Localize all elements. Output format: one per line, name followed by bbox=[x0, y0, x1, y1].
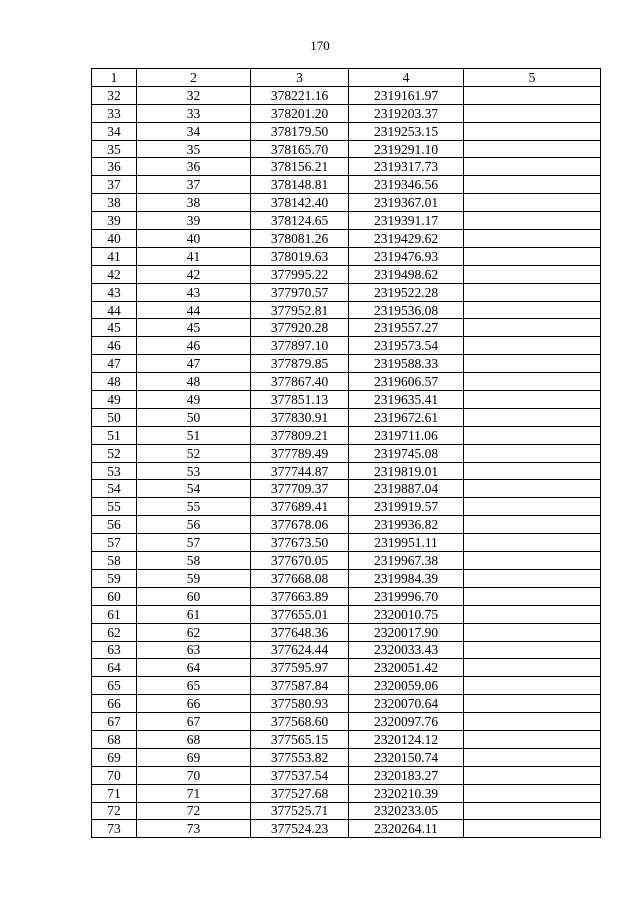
table-cell-col-1: 66 bbox=[92, 695, 137, 713]
table-cell-col-2: 50 bbox=[137, 408, 251, 426]
table-cell-col-3: 377524.23 bbox=[251, 820, 349, 838]
table-cell-col-3: 377580.93 bbox=[251, 695, 349, 713]
table-cell-col-1: 59 bbox=[92, 569, 137, 587]
table-cell-col-2: 43 bbox=[137, 283, 251, 301]
table-cell-col-3: 377897.10 bbox=[251, 337, 349, 355]
table-cell-col-5 bbox=[464, 534, 601, 552]
table-cell-col-3: 377995.22 bbox=[251, 265, 349, 283]
table-cell-col-1: 65 bbox=[92, 677, 137, 695]
table-row bbox=[92, 140, 601, 158]
table-cell-col-1: 33 bbox=[92, 104, 137, 122]
table-cell-col-5 bbox=[464, 516, 601, 534]
table-row bbox=[92, 605, 601, 623]
table-cell-col-1: 68 bbox=[92, 730, 137, 748]
table-cell-col-4: 2320233.05 bbox=[349, 802, 464, 820]
table-cell-col-4: 2319672.61 bbox=[349, 408, 464, 426]
table-cell-col-5 bbox=[464, 802, 601, 820]
table-cell-col-4: 2320059.06 bbox=[349, 677, 464, 695]
table-cell-col-2: 39 bbox=[137, 212, 251, 230]
table-cell-col-1: 50 bbox=[92, 408, 137, 426]
table-row bbox=[92, 534, 601, 552]
table-cell-col-5 bbox=[464, 247, 601, 265]
table-cell-col-5 bbox=[464, 391, 601, 409]
table-cell-col-2: 62 bbox=[137, 623, 251, 641]
table-row bbox=[92, 659, 601, 677]
table-cell-col-3: 377670.05 bbox=[251, 552, 349, 570]
table-cell-col-2: 54 bbox=[137, 480, 251, 498]
table-cell-col-1: 47 bbox=[92, 355, 137, 373]
table-body bbox=[92, 86, 601, 837]
table-cell-col-1: 56 bbox=[92, 516, 137, 534]
table-cell-col-1: 69 bbox=[92, 748, 137, 766]
table-cell-col-1: 35 bbox=[92, 140, 137, 158]
table-row bbox=[92, 337, 601, 355]
table-cell-col-2: 57 bbox=[137, 534, 251, 552]
table-cell-col-3: 377789.49 bbox=[251, 444, 349, 462]
table-cell-col-3: 377920.28 bbox=[251, 319, 349, 337]
table-cell-col-3: 377952.81 bbox=[251, 301, 349, 319]
table-cell-col-4: 2319711.06 bbox=[349, 426, 464, 444]
table-cell-col-1: 32 bbox=[92, 86, 137, 104]
table-cell-col-2: 60 bbox=[137, 587, 251, 605]
table-cell-col-3: 377744.87 bbox=[251, 462, 349, 480]
table-cell-col-2: 59 bbox=[137, 569, 251, 587]
table-cell-col-3: 377537.54 bbox=[251, 766, 349, 784]
table-row bbox=[92, 641, 601, 659]
table-cell-col-5 bbox=[464, 122, 601, 140]
table-cell-col-2: 36 bbox=[137, 158, 251, 176]
table-cell-col-4: 2319984.39 bbox=[349, 569, 464, 587]
table-cell-col-5 bbox=[464, 462, 601, 480]
table-cell-col-5 bbox=[464, 784, 601, 802]
table-cell-col-4: 2320150.74 bbox=[349, 748, 464, 766]
table-row bbox=[92, 820, 601, 838]
table-row bbox=[92, 194, 601, 212]
table-cell-col-1: 62 bbox=[92, 623, 137, 641]
table-cell-col-4: 2319819.01 bbox=[349, 462, 464, 480]
table-cell-col-3: 377879.85 bbox=[251, 355, 349, 373]
table-cell-col-4: 2320097.76 bbox=[349, 713, 464, 731]
table-cell-col-4: 2320051.42 bbox=[349, 659, 464, 677]
table-cell-col-1: 57 bbox=[92, 534, 137, 552]
header-cell-5: 5 bbox=[464, 69, 601, 87]
table-cell-col-3: 378165.70 bbox=[251, 140, 349, 158]
table-cell-col-5 bbox=[464, 301, 601, 319]
table-row bbox=[92, 498, 601, 516]
table-cell-col-2: 64 bbox=[137, 659, 251, 677]
table-cell-col-3: 377587.84 bbox=[251, 677, 349, 695]
table-cell-col-5 bbox=[464, 713, 601, 731]
table-cell-col-1: 52 bbox=[92, 444, 137, 462]
table-cell-col-5 bbox=[464, 659, 601, 677]
table-cell-col-3: 377527.68 bbox=[251, 784, 349, 802]
table-cell-col-4: 2319429.62 bbox=[349, 230, 464, 248]
table-cell-col-4: 2319606.57 bbox=[349, 373, 464, 391]
table-cell-col-2: 42 bbox=[137, 265, 251, 283]
table-cell-col-1: 39 bbox=[92, 212, 137, 230]
table-cell-col-1: 64 bbox=[92, 659, 137, 677]
table-cell-col-1: 54 bbox=[92, 480, 137, 498]
table-cell-col-4: 2319391.17 bbox=[349, 212, 464, 230]
table-cell-col-2: 68 bbox=[137, 730, 251, 748]
table-row bbox=[92, 319, 601, 337]
table-cell-col-2: 32 bbox=[137, 86, 251, 104]
table-cell-col-4: 2319317.73 bbox=[349, 158, 464, 176]
table-cell-col-2: 37 bbox=[137, 176, 251, 194]
table-cell-col-4: 2319346.56 bbox=[349, 176, 464, 194]
table-cell-col-4: 2319557.27 bbox=[349, 319, 464, 337]
table-row bbox=[92, 426, 601, 444]
table-cell-col-5 bbox=[464, 641, 601, 659]
table-cell-col-2: 34 bbox=[137, 122, 251, 140]
table-cell-col-3: 377568.60 bbox=[251, 713, 349, 731]
table-cell-col-1: 67 bbox=[92, 713, 137, 731]
table-row bbox=[92, 587, 601, 605]
table-cell-col-5 bbox=[464, 158, 601, 176]
table-row bbox=[92, 802, 601, 820]
table-cell-col-4: 2319936.82 bbox=[349, 516, 464, 534]
table-cell-col-2: 65 bbox=[137, 677, 251, 695]
table-cell-col-5 bbox=[464, 605, 601, 623]
table-cell-col-4: 2319588.33 bbox=[349, 355, 464, 373]
table-cell-col-5 bbox=[464, 337, 601, 355]
table-row bbox=[92, 373, 601, 391]
table-cell-col-4: 2319291.10 bbox=[349, 140, 464, 158]
table-header-row bbox=[92, 69, 601, 87]
table-cell-col-2: 73 bbox=[137, 820, 251, 838]
table-cell-col-5 bbox=[464, 355, 601, 373]
table-cell-col-4: 2319476.93 bbox=[349, 247, 464, 265]
table-cell-col-3: 377668.08 bbox=[251, 569, 349, 587]
table-cell-col-3: 377655.01 bbox=[251, 605, 349, 623]
table-cell-col-5 bbox=[464, 677, 601, 695]
table-row bbox=[92, 730, 601, 748]
table-cell-col-2: 48 bbox=[137, 373, 251, 391]
table-cell-col-4: 2320124.12 bbox=[349, 730, 464, 748]
table-cell-col-1: 42 bbox=[92, 265, 137, 283]
header-cell-1: 1 bbox=[92, 69, 137, 87]
table-cell-col-3: 378019.63 bbox=[251, 247, 349, 265]
table-cell-col-4: 2319951.11 bbox=[349, 534, 464, 552]
table-cell-col-4: 2319887.04 bbox=[349, 480, 464, 498]
table-cell-col-5 bbox=[464, 265, 601, 283]
table-row bbox=[92, 391, 601, 409]
table-cell-col-1: 38 bbox=[92, 194, 137, 212]
table-cell-col-4: 2319253.15 bbox=[349, 122, 464, 140]
table-cell-col-3: 378221.16 bbox=[251, 86, 349, 104]
table-cell-col-5 bbox=[464, 373, 601, 391]
table-cell-col-1: 61 bbox=[92, 605, 137, 623]
table-cell-col-5 bbox=[464, 766, 601, 784]
table-cell-col-2: 38 bbox=[137, 194, 251, 212]
table-row bbox=[92, 444, 601, 462]
table-cell-col-3: 378124.65 bbox=[251, 212, 349, 230]
table-row bbox=[92, 516, 601, 534]
table-cell-col-5 bbox=[464, 498, 601, 516]
table-cell-col-5 bbox=[464, 194, 601, 212]
table-cell-col-5 bbox=[464, 212, 601, 230]
table-cell-col-3: 377595.97 bbox=[251, 659, 349, 677]
table-row bbox=[92, 122, 601, 140]
table-cell-col-5 bbox=[464, 408, 601, 426]
table-cell-col-4: 2319635.41 bbox=[349, 391, 464, 409]
table-cell-col-2: 49 bbox=[137, 391, 251, 409]
table-cell-col-3: 377624.44 bbox=[251, 641, 349, 659]
table-cell-col-3: 377830.91 bbox=[251, 408, 349, 426]
table-cell-col-2: 58 bbox=[137, 552, 251, 570]
table-cell-col-4: 2320010.75 bbox=[349, 605, 464, 623]
table-cell-col-1: 53 bbox=[92, 462, 137, 480]
table-cell-col-3: 377678.06 bbox=[251, 516, 349, 534]
table-row bbox=[92, 355, 601, 373]
table-row bbox=[92, 176, 601, 194]
table-cell-col-4: 2319367.01 bbox=[349, 194, 464, 212]
table-cell-col-1: 44 bbox=[92, 301, 137, 319]
table-row bbox=[92, 86, 601, 104]
table-cell-col-5 bbox=[464, 319, 601, 337]
table-cell-col-1: 60 bbox=[92, 587, 137, 605]
table-cell-col-2: 66 bbox=[137, 695, 251, 713]
table-row bbox=[92, 552, 601, 570]
table-cell-col-1: 41 bbox=[92, 247, 137, 265]
table-cell-col-3: 378148.81 bbox=[251, 176, 349, 194]
table-cell-col-5 bbox=[464, 587, 601, 605]
table-cell-col-1: 55 bbox=[92, 498, 137, 516]
table-cell-col-2: 55 bbox=[137, 498, 251, 516]
table-cell-col-4: 2319573.54 bbox=[349, 337, 464, 355]
table-cell-col-5 bbox=[464, 730, 601, 748]
table-cell-col-3: 378081.26 bbox=[251, 230, 349, 248]
table-cell-col-5 bbox=[464, 176, 601, 194]
table-cell-col-5 bbox=[464, 480, 601, 498]
table-row bbox=[92, 462, 601, 480]
table-cell-col-1: 34 bbox=[92, 122, 137, 140]
table-cell-col-1: 70 bbox=[92, 766, 137, 784]
table-cell-col-4: 2319498.62 bbox=[349, 265, 464, 283]
table-cell-col-1: 72 bbox=[92, 802, 137, 820]
table-cell-col-3: 377648.36 bbox=[251, 623, 349, 641]
table-cell-col-5 bbox=[464, 283, 601, 301]
table-cell-col-1: 51 bbox=[92, 426, 137, 444]
table-cell-col-4: 2319967.38 bbox=[349, 552, 464, 570]
table-cell-col-3: 378201.20 bbox=[251, 104, 349, 122]
table-row bbox=[92, 766, 601, 784]
table-cell-col-1: 46 bbox=[92, 337, 137, 355]
table-cell-col-5 bbox=[464, 86, 601, 104]
table-cell-col-2: 61 bbox=[137, 605, 251, 623]
table-cell-col-4: 2320033.43 bbox=[349, 641, 464, 659]
table-cell-col-1: 37 bbox=[92, 176, 137, 194]
table-cell-col-3: 377689.41 bbox=[251, 498, 349, 516]
table-cell-col-3: 378142.40 bbox=[251, 194, 349, 212]
table-row bbox=[92, 301, 601, 319]
header-cell-4: 4 bbox=[349, 69, 464, 87]
table-cell-col-5 bbox=[464, 426, 601, 444]
table-cell-col-3: 378156.21 bbox=[251, 158, 349, 176]
table-cell-col-3: 378179.50 bbox=[251, 122, 349, 140]
table-cell-col-2: 40 bbox=[137, 230, 251, 248]
table-cell-col-2: 35 bbox=[137, 140, 251, 158]
table-cell-col-5 bbox=[464, 552, 601, 570]
table-row bbox=[92, 104, 601, 122]
table-cell-col-3: 377809.21 bbox=[251, 426, 349, 444]
table-cell-col-4: 2319536.08 bbox=[349, 301, 464, 319]
table-cell-col-5 bbox=[464, 104, 601, 122]
table-cell-col-1: 49 bbox=[92, 391, 137, 409]
table-row bbox=[92, 748, 601, 766]
table-cell-col-3: 377553.82 bbox=[251, 748, 349, 766]
table-cell-col-2: 45 bbox=[137, 319, 251, 337]
table-row bbox=[92, 569, 601, 587]
table-cell-col-1: 58 bbox=[92, 552, 137, 570]
table-cell-col-3: 377709.37 bbox=[251, 480, 349, 498]
page-number: 170 bbox=[310, 38, 330, 53]
table-cell-col-2: 52 bbox=[137, 444, 251, 462]
table-cell-col-2: 63 bbox=[137, 641, 251, 659]
table-cell-col-5 bbox=[464, 695, 601, 713]
table-cell-col-2: 70 bbox=[137, 766, 251, 784]
header-cell-3: 3 bbox=[251, 69, 349, 87]
table-cell-col-1: 36 bbox=[92, 158, 137, 176]
table-cell-col-3: 377565.15 bbox=[251, 730, 349, 748]
table-cell-col-5 bbox=[464, 569, 601, 587]
table-cell-col-2: 56 bbox=[137, 516, 251, 534]
table-cell-col-4: 2319996.70 bbox=[349, 587, 464, 605]
table-cell-col-1: 40 bbox=[92, 230, 137, 248]
table-cell-col-4: 2320264.11 bbox=[349, 820, 464, 838]
table-cell-col-1: 63 bbox=[92, 641, 137, 659]
table-row bbox=[92, 212, 601, 230]
table-cell-col-2: 51 bbox=[137, 426, 251, 444]
table-row bbox=[92, 408, 601, 426]
table-row bbox=[92, 677, 601, 695]
table-cell-col-2: 53 bbox=[137, 462, 251, 480]
table-cell-col-4: 2320017.90 bbox=[349, 623, 464, 641]
table-cell-col-1: 43 bbox=[92, 283, 137, 301]
table-row bbox=[92, 230, 601, 248]
table-row bbox=[92, 784, 601, 802]
table-cell-col-2: 46 bbox=[137, 337, 251, 355]
table-cell-col-2: 33 bbox=[137, 104, 251, 122]
table-cell-col-3: 377663.89 bbox=[251, 587, 349, 605]
table-cell-col-1: 73 bbox=[92, 820, 137, 838]
table-row bbox=[92, 265, 601, 283]
table-cell-col-4: 2319745.08 bbox=[349, 444, 464, 462]
table-cell-col-4: 2320183.27 bbox=[349, 766, 464, 784]
table-row bbox=[92, 480, 601, 498]
table-cell-col-4: 2319919.57 bbox=[349, 498, 464, 516]
table-cell-col-5 bbox=[464, 820, 601, 838]
table-row bbox=[92, 283, 601, 301]
table-cell-col-4: 2320210.39 bbox=[349, 784, 464, 802]
table-cell-col-2: 72 bbox=[137, 802, 251, 820]
table-cell-col-3: 377970.57 bbox=[251, 283, 349, 301]
table-cell-col-4: 2319161.97 bbox=[349, 86, 464, 104]
table-cell-col-4: 2319522.28 bbox=[349, 283, 464, 301]
table-cell-col-3: 377525.71 bbox=[251, 802, 349, 820]
table-row bbox=[92, 158, 601, 176]
table-cell-col-2: 44 bbox=[137, 301, 251, 319]
table-row bbox=[92, 623, 601, 641]
table-cell-col-3: 377851.13 bbox=[251, 391, 349, 409]
table-cell-col-1: 71 bbox=[92, 784, 137, 802]
header-cell-2: 2 bbox=[137, 69, 251, 87]
table-cell-col-3: 377673.50 bbox=[251, 534, 349, 552]
table-cell-col-4: 2319203.37 bbox=[349, 104, 464, 122]
table-cell-col-2: 71 bbox=[137, 784, 251, 802]
table-cell-col-2: 69 bbox=[137, 748, 251, 766]
table-cell-col-2: 67 bbox=[137, 713, 251, 731]
table-cell-col-3: 377867.40 bbox=[251, 373, 349, 391]
table-cell-col-5 bbox=[464, 230, 601, 248]
table-row bbox=[92, 713, 601, 731]
table-cell-col-5 bbox=[464, 748, 601, 766]
table-row bbox=[92, 247, 601, 265]
coordinates-table bbox=[91, 68, 601, 838]
table-cell-col-1: 48 bbox=[92, 373, 137, 391]
table-cell-col-5 bbox=[464, 140, 601, 158]
table-cell-col-4: 2320070.64 bbox=[349, 695, 464, 713]
table-row bbox=[92, 695, 601, 713]
table-cell-col-2: 41 bbox=[137, 247, 251, 265]
table-cell-col-5 bbox=[464, 623, 601, 641]
table-cell-col-5 bbox=[464, 444, 601, 462]
table-cell-col-1: 45 bbox=[92, 319, 137, 337]
table-cell-col-2: 47 bbox=[137, 355, 251, 373]
